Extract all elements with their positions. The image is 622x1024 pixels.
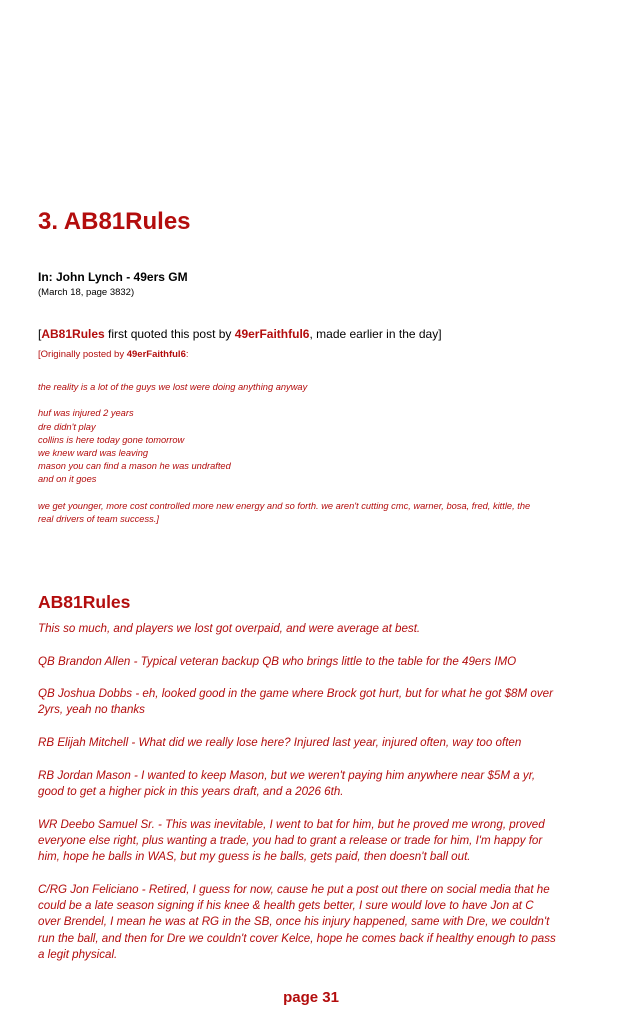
paragraph bbox=[38, 407, 590, 486]
paragraph bbox=[38, 654, 590, 670]
thread-title: In: John Lynch - 49ers GM bbox=[38, 270, 188, 284]
quoter-username: AB81Rules bbox=[41, 327, 105, 341]
text-line: This so much, and players we lost got overpaid, and were average at best. bbox=[38, 622, 421, 635]
originally-posted-prefix: [Originally posted by bbox=[38, 349, 127, 360]
text-line: RB Elijah Mitchell - What did we really lose here? Injured last year, injured often, way too often bbox=[38, 736, 522, 750]
text-line: the reality is a lot of the guys we lost were doing anything anyway bbox=[38, 382, 308, 392]
text-line: could be a late season signing if his knee & health gets better, I sure would love to have Jon at C bbox=[38, 899, 534, 913]
quote-intro-bracket: [ bbox=[38, 327, 42, 341]
quote-intro-end: , made earlier in the day] bbox=[309, 327, 442, 341]
quote-intro-mid: first quoted this post by bbox=[104, 327, 235, 341]
original-poster-username: 49erFaithful6 bbox=[234, 327, 310, 341]
text-line: him, hope he balls in WAS, but my guess is he balls, gets paid, then doesn't ball out. bbox=[38, 850, 471, 864]
paragraph bbox=[38, 882, 590, 963]
page-number: page 31 bbox=[283, 989, 339, 1006]
section-title: 3. AB81Rules bbox=[38, 208, 191, 235]
text-line: over Brendel, I mean he was at RG in the SB, once his injury happened, same with Dre, we couldn't bbox=[38, 915, 550, 929]
text-line: C/RG Jon Feliciano - Retired, I guess for now, cause he put a post out there on social media that he bbox=[38, 882, 550, 896]
paragraph bbox=[38, 381, 590, 394]
thread-date: (March 18, page 3832) bbox=[38, 287, 135, 298]
text-line: huf was injured 2 years bbox=[38, 408, 134, 419]
text-line: real drivers of team success.] bbox=[38, 514, 159, 524]
reply-body bbox=[38, 621, 590, 980]
originally-posted-user: 49erFaithful6 bbox=[126, 349, 186, 360]
text-line: and on it goes bbox=[38, 474, 97, 485]
text-line: mason you can find a mason he was undrafted bbox=[38, 461, 231, 472]
paragraph bbox=[38, 686, 590, 719]
text-line: dre didn't play bbox=[38, 421, 96, 432]
paragraph bbox=[38, 500, 590, 526]
text-line: WR Deebo Samuel Sr. - This was inevitable, I went to bat for him, but he proved me wrong, proved bbox=[38, 817, 545, 831]
text-line: run the ball, and then for Dre we couldn't cover Kelce, hope he comes back if healthy enough to pass bbox=[38, 931, 556, 945]
text-line: 2yrs, yeah no thanks bbox=[38, 703, 145, 717]
quoted-post-body bbox=[38, 381, 590, 526]
text-line: QB Brandon Allen - Typical veteran backup QB who brings little to the table for the 49ers IMO bbox=[38, 654, 517, 668]
paragraph bbox=[38, 817, 590, 866]
originally-posted-by bbox=[38, 349, 189, 360]
text-line: we get younger, more cost controlled more new energy and so forth. we aren't cutting cmc, warner, bosa, fred, kittle, the bbox=[38, 500, 531, 511]
quote-intro bbox=[38, 327, 442, 341]
text-line: RB Jordan Mason - I wanted to keep Mason, but we weren't paying him anywhere near $5M a yr, bbox=[38, 768, 536, 782]
paragraph bbox=[38, 768, 590, 801]
text-line: we knew ward was leaving bbox=[38, 448, 149, 458]
originally-posted-suffix: : bbox=[185, 349, 189, 360]
text-line: everyone else right, plus wanting a trade, you had to grant a release or trade for him, I'm happy for bbox=[38, 833, 543, 847]
paragraph bbox=[38, 735, 590, 751]
text-line: collins is here today gone tomorrow bbox=[38, 434, 185, 445]
text-line: QB Joshua Dobbs - eh, looked good in the game where Brock got hurt, but for what he got $8M over bbox=[38, 687, 553, 701]
reply-author: AB81Rules bbox=[38, 592, 131, 612]
text-line: good to get a higher pick in this years draft, and a 2026 6th. bbox=[38, 784, 344, 798]
paragraph bbox=[38, 621, 590, 637]
text-line: a legit physical. bbox=[38, 947, 118, 961]
